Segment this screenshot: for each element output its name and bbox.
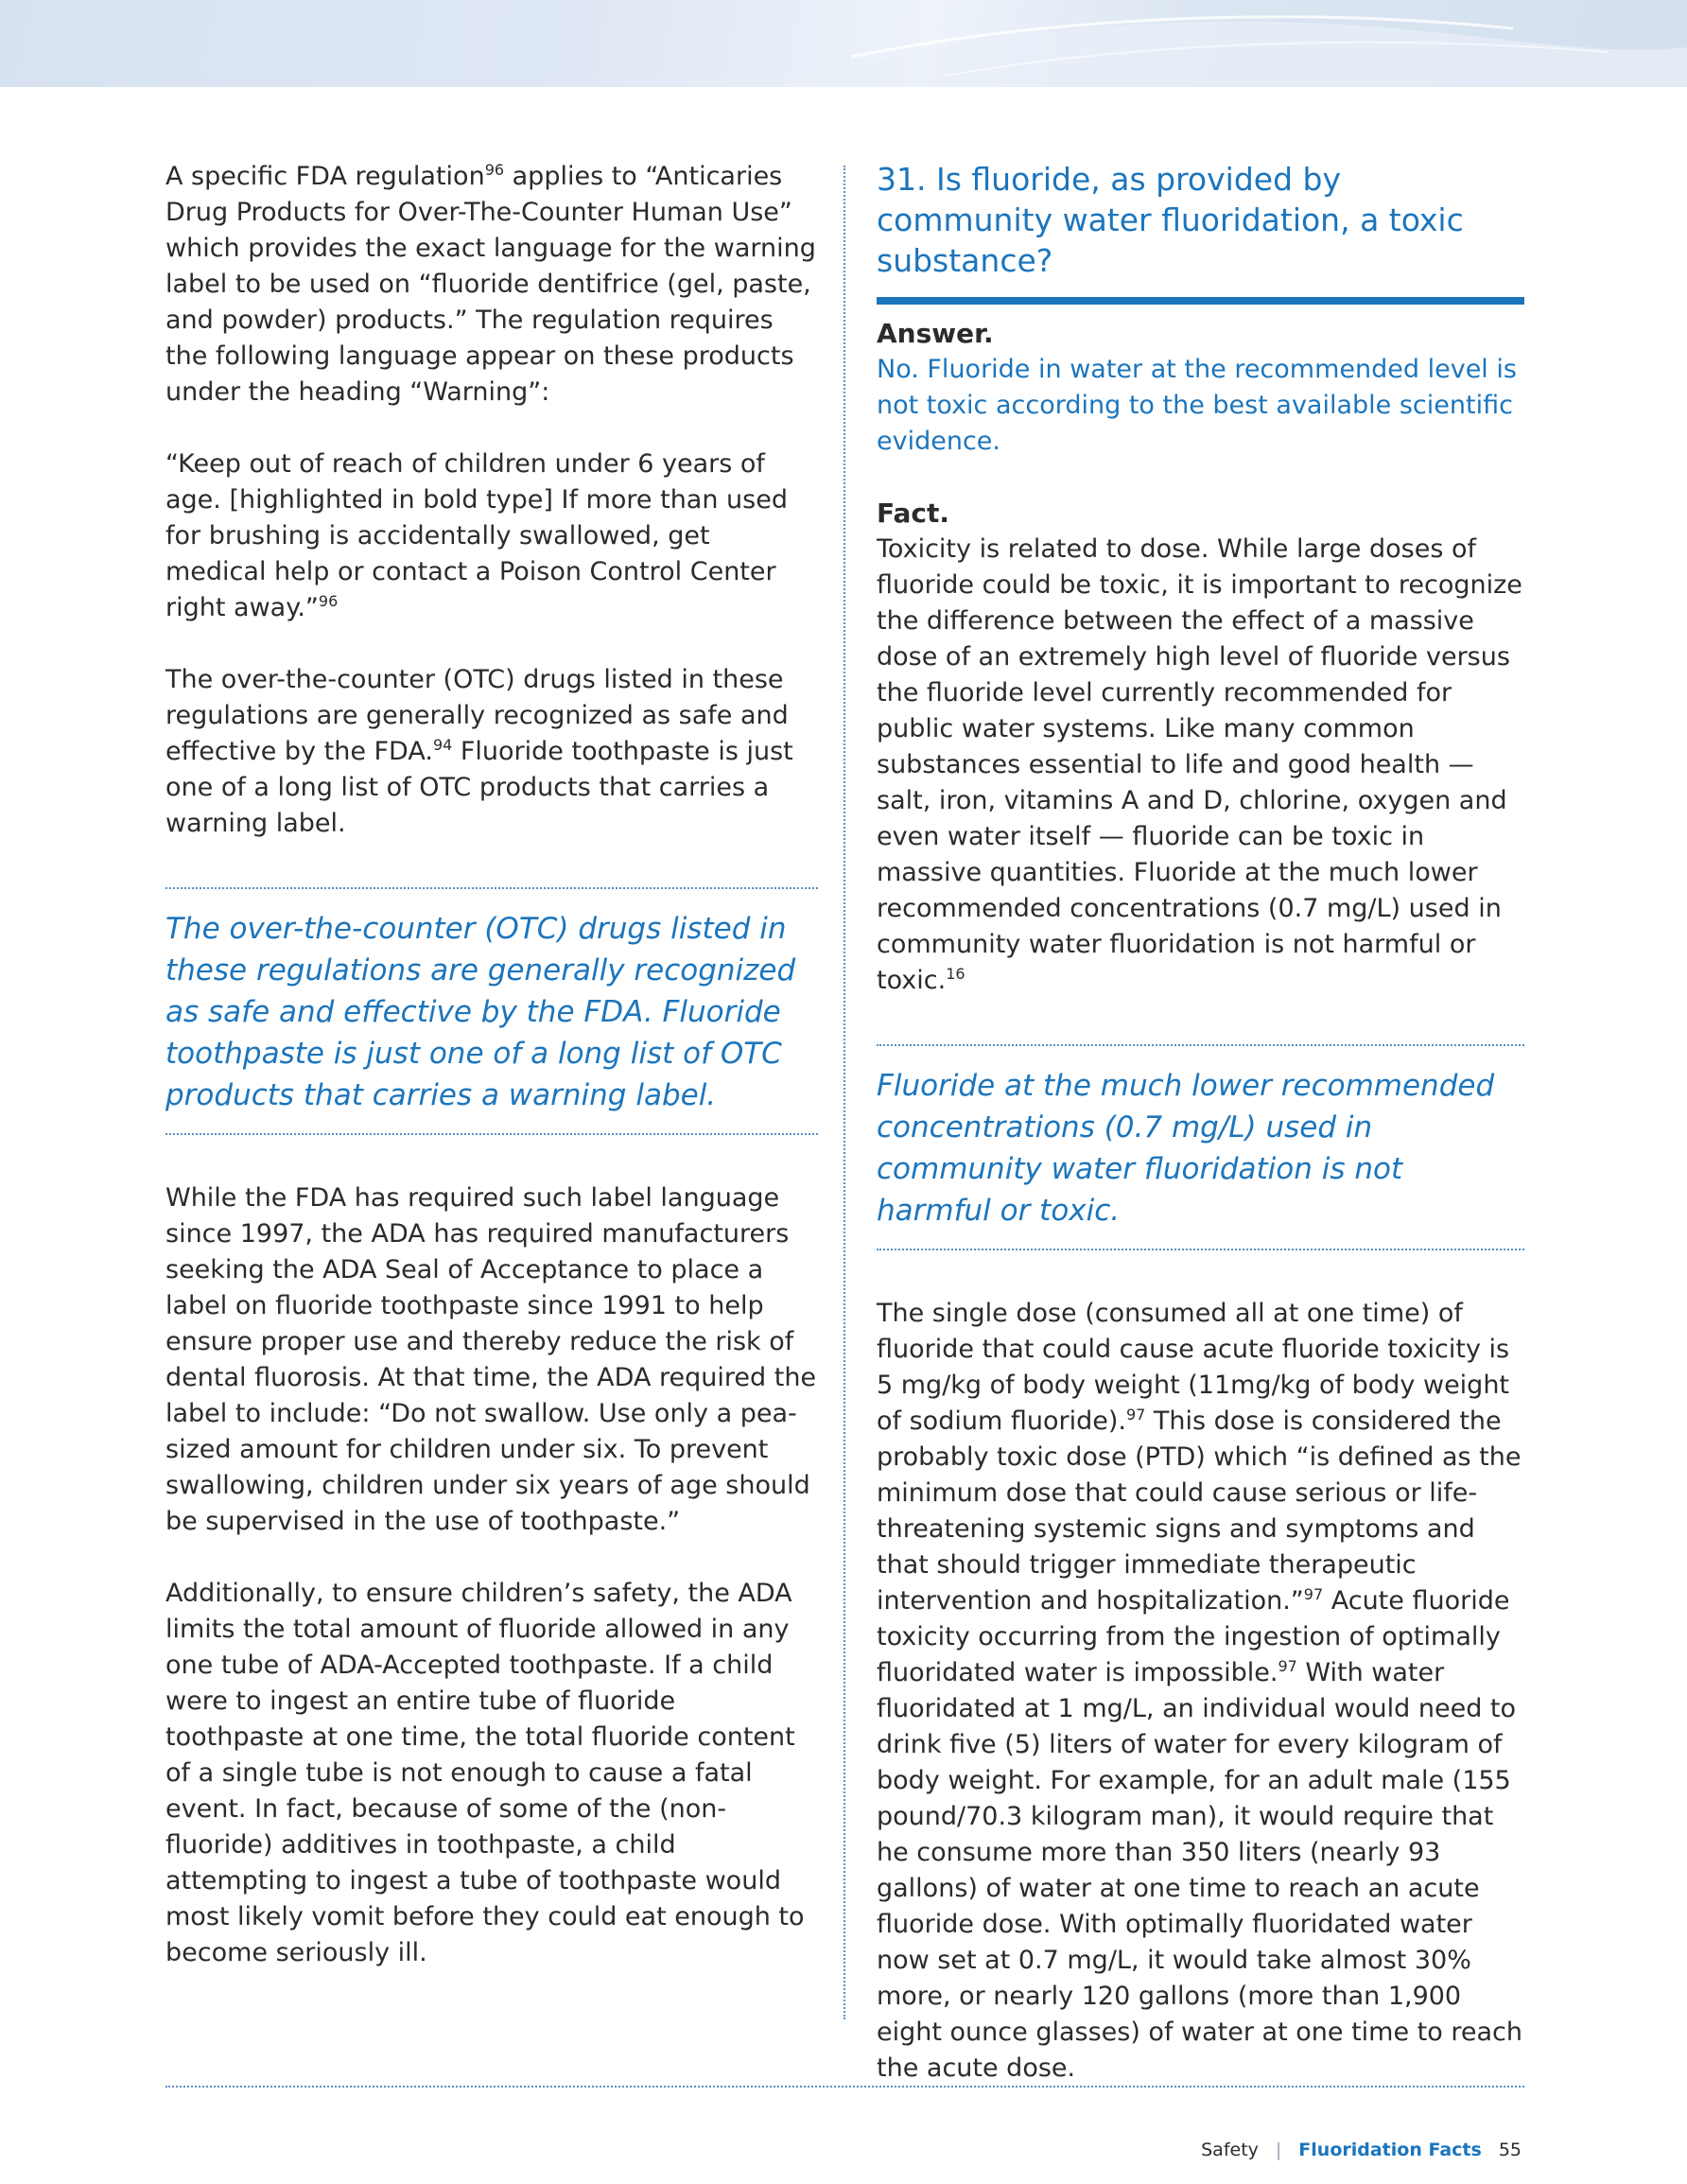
warning-quote: “Keep out of reach of children under 6 years of age. [highlighted in bold type] If more than used for brushing is accidentally swallowed, get medical help or contact a Poison Control Center right away.”$^{96}$ bbox=[165, 449, 788, 622]
paragraph-ada-seal: While the FDA has required such label language since 1997, the ADA has required manufacturers seeking the ADA Seal of Acceptance to place a label on fluoride toothpaste since 1991 to help ensure proper use and thereby reduce the risk of dental fluorosis. At that time, the ADA required the label to include: “Do not swallow. Use only a pea-sized amount for children under six. To prevent swallowing, children under six years of age should be supervised in the use of toothpaste.” bbox=[165, 1183, 817, 1536]
banner-wave-decoration bbox=[0, 0, 1687, 87]
footer-separator: | bbox=[1275, 2140, 1282, 2160]
fact-text: Toxicity is related to dose. While large doses of fluoride could be toxic, it is important to recognize the difference between the effect of a massive dose of an extremely high level of fluoride versus the fluoride level currently recommended for public water systems. Like many common substances essential to life and good health — salt, iron, vitamins A and D, chlorine, oxygen and even water itself — fluoride can be toxic in massive quantities. Fluoride at the much lower recommended concentrations (0.7 mg/L) used in community water fluoridation is not harmful or toxic.$^{16}$ bbox=[877, 534, 1522, 995]
answer-label: Answer. bbox=[877, 318, 994, 349]
footer-rule bbox=[165, 2086, 1524, 2088]
paragraph-fda-regulation: A specific FDA regulation$^{96}$ applies to “Anticaries Drug Products for Over-The-Counter Human Use” which provides the exact language for the warning label to be used on “fluoride dentifrice (gel, paste, and powder) products.” The regulation requires the following language appear on these products under the heading “Warning”: bbox=[165, 161, 816, 407]
citation: 94 bbox=[432, 736, 453, 754]
header-banner bbox=[0, 0, 1687, 87]
paragraph-acute-dose: The single dose (consumed all at one time) of fluoride that could cause acute fluoride toxicity is 5 mg/kg of body weight (11mg/kg of body weight of sodium fluoride).$^{97}$ This dose is considered the probably toxic dose (PTD) which “is defined as the minimum dose that could cause serious or life-threatening systemic signs and symptoms and that should trigger immediate therapeutic intervention and hospitalization.”$^{97}$ Acute fluoride toxicity occurring from the ingestion of optimally fluoridated water is impossible.$^{97}$ With water fluoridated at 1 mg/L, an individual would need to drink five (5) liters of water for every kilogram of body weight. For example, for an adult male (155 pound/70.3 kilogram man), it would require that he consume more than 350 liters (nearly 93 gallons) of water at one time to reach an acute fluoride dose. With optimally fluoridated water now set at 0.7 mg/L, it would take almost 30% more, or nearly 120 gallons (more than 1,900 eight ounce glasses) of water at one time to reach the acute dose. bbox=[877, 1299, 1522, 2083]
footer-title: Fluoridation Facts bbox=[1298, 2140, 1482, 2160]
pull-quote-fluoride: Fluoride at the much lower recommended concentrations (0.7 mg/L) used in community water fluoridation is not harmful or toxic. bbox=[877, 1044, 1524, 1250]
pull-quote-otc: The over-the-counter (OTC) drugs listed in these regulations are generally recognized as safe and effective by the FDA. Fluoride toothpaste is just one of a long list of OTC products that carries a warning label. bbox=[165, 887, 818, 1135]
answer-text: No. Fluoride in water at the recommended level is not toxic according to the best available scientific evidence. bbox=[877, 355, 1517, 456]
paragraph-otc-drugs: The over-the-counter (OTC) drugs listed in these regulations are generally recognized as safe and effective by the FDA.$^{94}$ Fluoride toothpaste is just one of a long list of OTC products that carries a warning label. bbox=[165, 665, 793, 838]
footer-section: Safety bbox=[1201, 2140, 1259, 2160]
citation: 97 bbox=[1303, 1585, 1324, 1603]
right-column bbox=[877, 159, 1524, 2087]
left-column bbox=[165, 159, 818, 1971]
paragraph-children-safety: Additionally, to ensure children’s safety, the ADA limits the total amount of fluoride allowed in any one tube of ADA-Accepted toothpaste. If a child were to ingest an entire tube of fluoride toothpaste at one time, the total fluoride content of a single tube is not enough to cause a fatal event. In fact, because of some of the (non-fluoride) additives in toothpaste, a child attempting to ingest a tube of toothpaste would most likely vomit before they could eat enough to become seriously ill. bbox=[165, 1579, 805, 1967]
page-number: 55 bbox=[1498, 2140, 1522, 2160]
citation: 97 bbox=[1125, 1406, 1146, 1424]
citation: 16 bbox=[946, 965, 965, 983]
page-footer bbox=[1201, 2140, 1522, 2160]
column-divider bbox=[844, 166, 845, 2019]
heading-rule bbox=[877, 297, 1524, 305]
citation: 96 bbox=[318, 592, 339, 610]
fact-label: Fact. bbox=[877, 498, 949, 529]
citation: 96 bbox=[484, 161, 505, 179]
question-heading: 31. Is fluoride, as provided by community water fluoridation, a toxic substance? bbox=[877, 161, 1464, 279]
citation: 97 bbox=[1278, 1657, 1297, 1675]
